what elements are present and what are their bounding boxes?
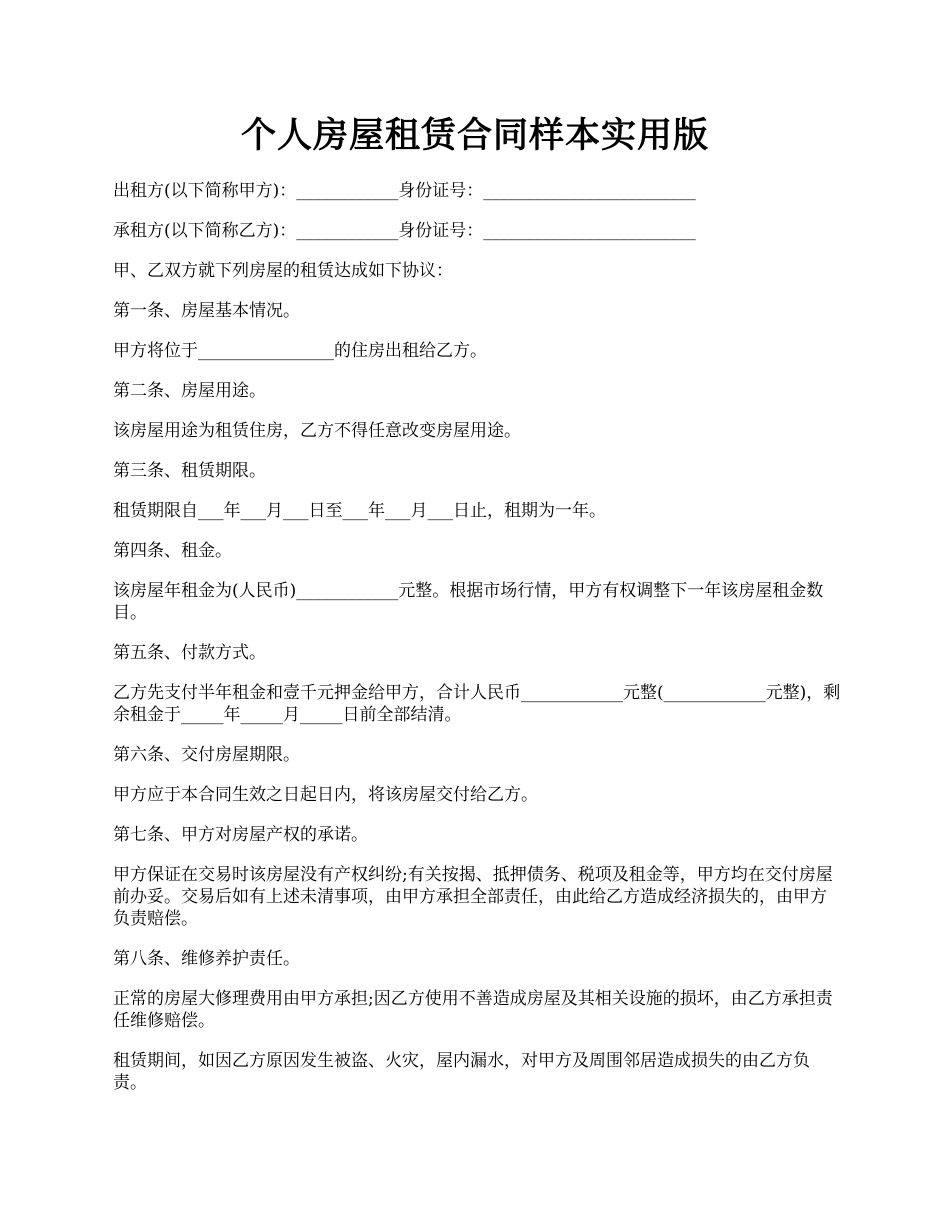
article-5-text: 乙方先支付半年租金和壹千元押金给甲方，合计人民币____________元整(____________元整)，剩余租金于_____年_____月_____日前全部结清。 — [113, 683, 841, 725]
article-6-text: 甲方应于本合同生效之日起日内，将该房屋交付给乙方。 — [113, 785, 538, 805]
article-7-text: 甲方保证在交易时该房屋没有产权纠纷;有关按揭、抵押债务、税项及租金等，甲方均在交付房屋前办妥。交易后如有上述未清事项，由甲方承担全部责任，由此给乙方造成经济损失的，由甲方负责赔偿。 — [113, 865, 833, 929]
article-3-text: 租赁期限自___年___月___日至___年___月___日止，租期为一年。 — [113, 501, 606, 521]
article-2-heading: 第二条、房屋用途。 — [113, 381, 266, 401]
lessor-line: 出租方(以下简称甲方)：____________身份证号：_________________________ — [113, 181, 696, 201]
article-8-text-2: 租赁期间，如因乙方原因发生被盗、火灾，屋内漏水，对甲方及周围邻居造成损失的由乙方负责。 — [113, 1051, 810, 1093]
article-3-heading: 第三条、租赁期限。 — [113, 461, 266, 481]
article-8-heading: 第八条、维修养护责任。 — [113, 949, 300, 969]
document-body — [113, 180, 841, 1094]
article-5-heading: 第五条、付款方式。 — [113, 643, 266, 663]
article-1-heading: 第一条、房屋基本情况。 — [113, 301, 300, 321]
lessee-line: 承租方(以下简称乙方)：____________身份证号：_________________________ — [113, 221, 696, 241]
article-1-text: 甲方将位于________________的住房出租给乙方。 — [113, 341, 487, 361]
article-7-heading: 第七条、甲方对房屋产权的承诺。 — [113, 825, 368, 845]
article-2-text: 该房屋用途为租赁住房，乙方不得任意改变房屋用途。 — [113, 421, 521, 441]
article-8-text: 正常的房屋大修理费用由甲方承担;因乙方使用不善造成房屋及其相关设施的损坏，由乙方承担责任维修赔偿。 — [113, 989, 833, 1031]
article-6-heading: 第六条、交付房屋期限。 — [113, 745, 300, 765]
article-4-heading: 第四条、租金。 — [113, 541, 232, 561]
document-title: 个人房屋租赁合同样本实用版 — [240, 115, 709, 156]
agreement-intro: 甲、乙双方就下列房屋的租赁达成如下协议： — [113, 261, 453, 281]
article-4-text: 该房屋年租金为(人民币)____________元整。根据市场行情，甲方有权调整下一年该房屋租金数目。 — [113, 581, 824, 623]
